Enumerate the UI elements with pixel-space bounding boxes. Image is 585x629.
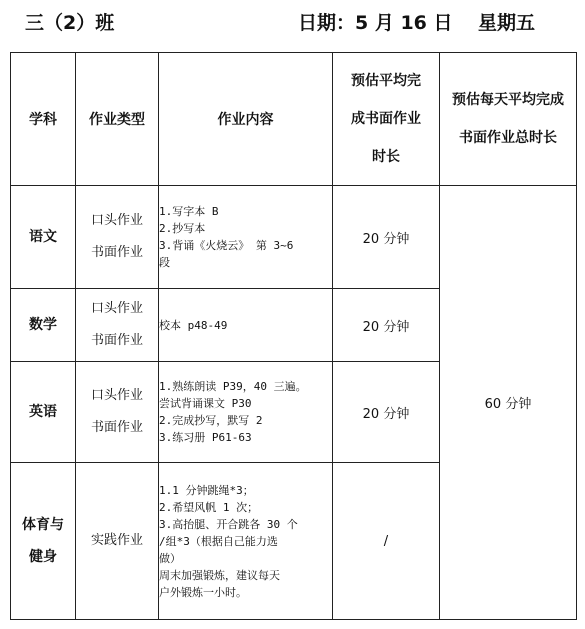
type-cell: [76, 463, 159, 620]
header-row: [11, 53, 577, 186]
header-total-time: [440, 53, 577, 186]
content-line: 尝试背诵课文 P30: [159, 397, 252, 410]
type-label: 口头作业: [90, 301, 143, 316]
type-cell: [76, 362, 159, 463]
minutes-cell: 20 分钟: [333, 362, 440, 463]
content-line: 做）: [159, 551, 181, 565]
subject-cell: 数学: [11, 289, 76, 362]
content-line: 3.练习册 P61-63: [159, 431, 252, 444]
type-cell: [76, 186, 159, 289]
content-cell: [159, 463, 333, 620]
type-label: 书面作业: [90, 333, 143, 348]
content-line: 3.背诵《火烧云》 第 3~6: [159, 239, 294, 252]
content-line: 校本 p48-49: [159, 318, 228, 332]
content-line: 2.抄写本: [159, 222, 206, 235]
subject-label: 体育与: [22, 517, 64, 533]
header-estimated-line: 时长: [372, 149, 400, 165]
content-cell: [159, 362, 333, 463]
header-content: 作业内容: [159, 53, 333, 186]
minutes-cell: 20 分钟: [333, 289, 440, 362]
content-cell: [159, 289, 333, 362]
class-name: 三（2）班: [25, 12, 115, 34]
content-line: 户外锻炼一小时。: [159, 585, 247, 599]
homework-table: [10, 52, 577, 620]
content-line: /组*3（根据自己能力选: [159, 534, 278, 548]
page-header: [0, 0, 585, 48]
header-total-line: 书面作业总时长: [459, 130, 557, 146]
minutes-cell: 20 分钟: [333, 186, 440, 289]
content-line: 1.写字本 B: [159, 205, 219, 218]
content-line: 周末加强锻炼，建议每天: [159, 568, 280, 582]
total-time-cell: 60 分钟: [440, 186, 577, 620]
content-line: 3.高抬腿、开合跳各 30 个: [159, 517, 298, 531]
type-label: 口头作业: [90, 213, 143, 228]
content-line: 1.熟练朗读 P39，40 三遍。: [159, 380, 307, 393]
subject-cell: 英语: [11, 362, 76, 463]
header-estimated-line: 成书面作业: [351, 111, 421, 127]
type-label: 实践作业: [90, 533, 143, 548]
type-label: 书面作业: [90, 245, 143, 260]
subject-cell: 语文: [11, 186, 76, 289]
header-estimated-time: [333, 53, 440, 186]
subject-cell: [11, 463, 76, 620]
subject-label: 健身: [29, 549, 57, 565]
table-row: [11, 186, 577, 289]
type-label: 口头作业: [90, 388, 143, 403]
type-label: 书面作业: [90, 420, 143, 435]
content-line: 段: [159, 256, 170, 269]
type-cell: [76, 289, 159, 362]
content-line: 1.1 分钟跳绳*3；: [159, 483, 254, 497]
header-estimated-line: 预估平均完: [351, 73, 421, 89]
weekday-label: 星期五: [478, 12, 536, 34]
content-line: 2.希望风帆 1 次；: [159, 500, 259, 514]
content-line: 2.完成抄写，默写 2: [159, 414, 263, 427]
minutes-cell: /: [333, 463, 440, 620]
header-type: 作业类型: [76, 53, 159, 186]
date-label: 日期：5 月 16 日: [298, 12, 453, 34]
content-cell: [159, 186, 333, 289]
header-subject: 学科: [11, 53, 76, 186]
header-total-line: 预估每天平均完成: [452, 92, 564, 108]
